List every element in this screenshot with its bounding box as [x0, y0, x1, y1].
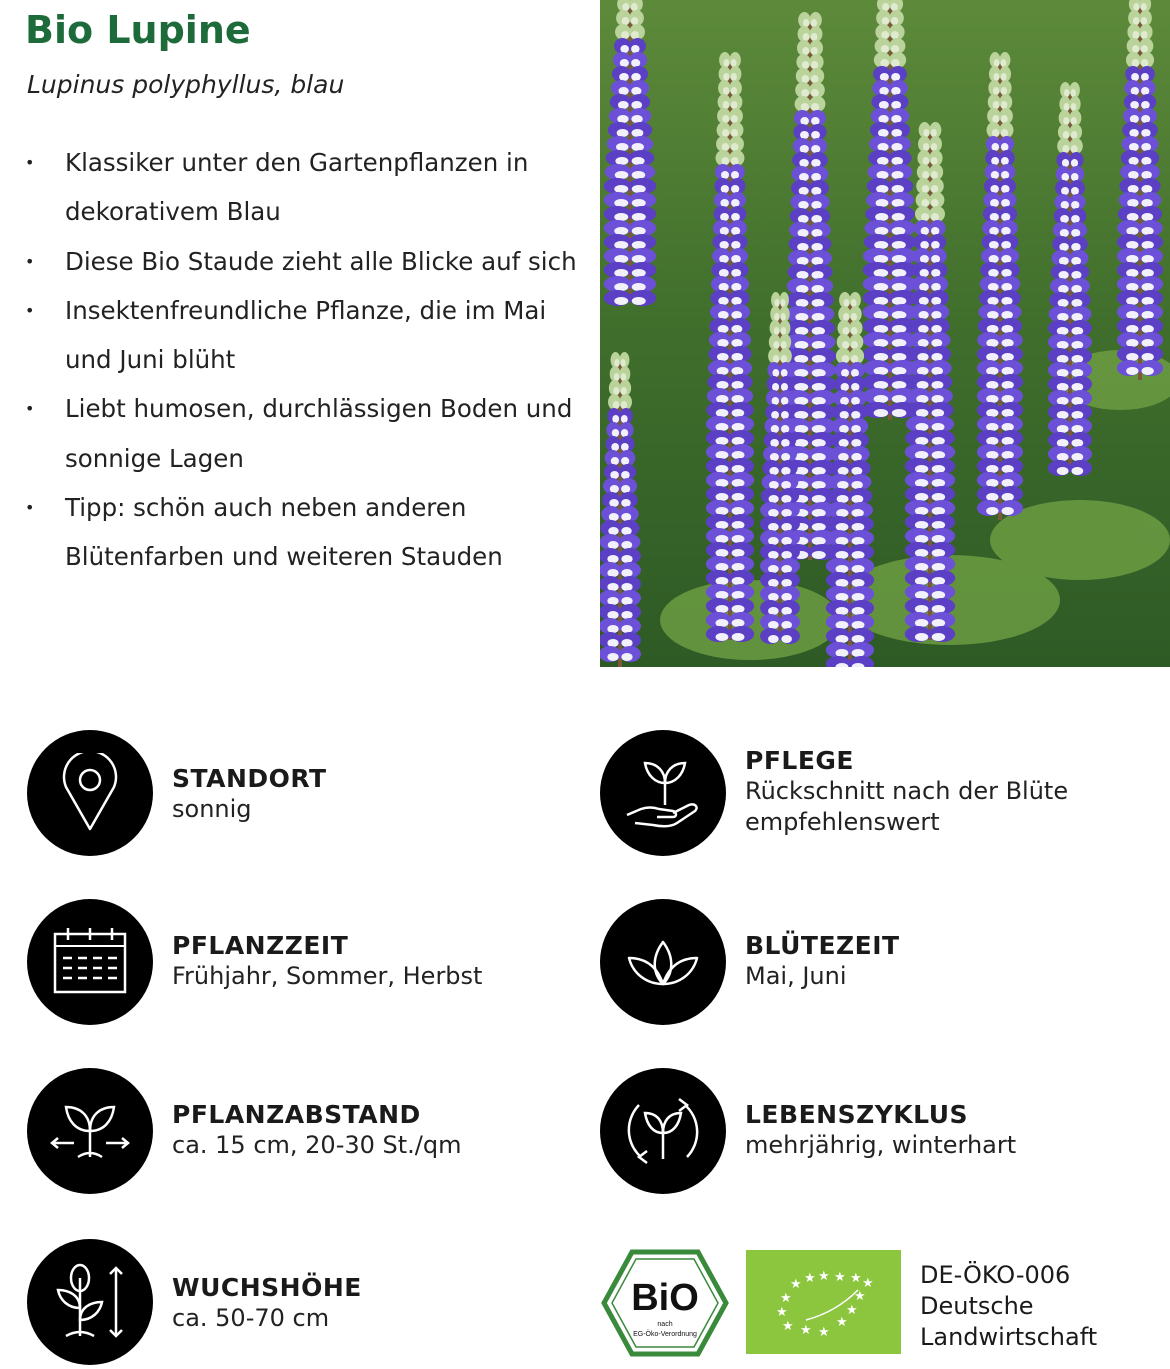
eu-leaf-stars-icon	[746, 1250, 901, 1354]
svg-text:★: ★	[780, 1291, 792, 1306]
pflanzzeit-value: Frühjahr, Sommer, Herbst	[172, 962, 483, 990]
feature-bluetezeit	[600, 899, 1140, 1029]
standort-circle	[27, 730, 153, 856]
location-pin-icon	[50, 753, 130, 833]
standort-label: STANDORT	[172, 764, 327, 793]
svg-text:BiO: BiO	[631, 1277, 699, 1319]
svg-text:★: ★	[818, 1269, 830, 1284]
bluetezeit-value: Mai, Juni	[745, 962, 847, 990]
pflege-circle	[600, 730, 726, 856]
svg-text:★: ★	[790, 1277, 802, 1292]
bullet-icon: •	[25, 498, 35, 518]
bio-siegel-logo	[600, 1248, 730, 1358]
certification-logos	[600, 1248, 1170, 1358]
pflanzabstand-value: ca. 15 cm, 20-30 St./qm	[172, 1131, 462, 1159]
svg-text:★: ★	[862, 1276, 874, 1291]
svg-text:★: ★	[836, 1315, 848, 1330]
list-item: • Diese Bio Staude zieht alle Blicke auf sich	[25, 237, 585, 286]
svg-text:★: ★	[854, 1289, 866, 1304]
eu-organic-logo	[746, 1250, 901, 1354]
product-title: Bio Lupine	[25, 8, 251, 52]
svg-text:★: ★	[804, 1271, 816, 1286]
bullet-icon: •	[25, 153, 35, 172]
feature-pflanzabstand	[27, 1068, 567, 1198]
standort-value: sonnig	[172, 795, 252, 823]
cert-line2: Deutsche	[920, 1292, 1034, 1320]
svg-text:★: ★	[800, 1323, 812, 1338]
svg-text:★: ★	[776, 1305, 788, 1320]
svg-text:★: ★	[818, 1325, 830, 1340]
lupine-flowers-image	[600, 0, 1170, 667]
pflanzzeit-label: PFLANZZEIT	[172, 931, 349, 960]
bullet-icon: •	[25, 251, 35, 271]
plant-height-icon	[50, 1262, 130, 1342]
wuchshoehe-circle	[27, 1239, 153, 1365]
pflege-label: PFLEGE	[745, 746, 855, 775]
pflanzabstand-label: PFLANZABSTAND	[172, 1100, 421, 1129]
seedling-hand-icon	[623, 753, 703, 833]
wuchshoehe-value: ca. 50-70 cm	[172, 1304, 330, 1332]
lebenszyklus-value: mehrjährig, winterhart	[745, 1131, 1017, 1159]
bluetezeit-label: BLÜTEZEIT	[745, 931, 900, 960]
pflege-value: Rückschnitt nach der Blüte empfehlenswert	[745, 777, 1069, 836]
flower-icon	[623, 922, 703, 1002]
feature-bullet-list	[25, 138, 585, 582]
lebenszyklus-label: LEBENSZYKLUS	[745, 1100, 969, 1129]
wuchshoehe-label: WUCHSHÖHE	[172, 1273, 362, 1302]
svg-text:nach: nach	[657, 1321, 673, 1328]
svg-text:EG-Öko-Verordnung: EG-Öko-Verordnung	[633, 1331, 697, 1338]
bullet-icon: •	[25, 399, 35, 419]
feature-pflege	[600, 730, 1140, 860]
feature-standort	[27, 730, 567, 860]
svg-text:★: ★	[782, 1319, 794, 1334]
svg-text:★: ★	[846, 1303, 858, 1318]
pflanzzeit-circle	[27, 899, 153, 1025]
feature-wuchshoehe	[27, 1239, 567, 1369]
svg-text:★: ★	[850, 1271, 862, 1286]
certification-text	[920, 1260, 1097, 1353]
plant-spacing-icon	[50, 1091, 130, 1171]
calendar-icon	[50, 922, 130, 1002]
list-item: • Tipp: schön auch neben anderen Blütenfarben und weiteren Stauden	[25, 483, 585, 582]
list-item: • Klassiker unter den Gartenpflanzen in dekorativem Blau	[25, 138, 585, 237]
feature-lebenszyklus	[600, 1068, 1140, 1198]
product-subtitle: Lupinus polyphyllus, blau	[27, 70, 345, 99]
pflanzabstand-circle	[27, 1068, 153, 1194]
bullet-icon: •	[25, 300, 35, 320]
cycle-plant-icon	[623, 1091, 703, 1171]
svg-text:★: ★	[834, 1270, 846, 1285]
cert-line3: Landwirtschaft	[920, 1323, 1098, 1351]
list-item: • Liebt humosen, durchlässigen Boden und sonnige Lagen	[25, 384, 585, 483]
bluetezeit-circle	[600, 899, 726, 1025]
product-photo	[600, 0, 1170, 667]
list-item: • Insektenfreundliche Pflanze, die im Mai und Juni blüht	[25, 286, 585, 385]
lebenszyklus-circle	[600, 1068, 726, 1194]
feature-pflanzzeit	[27, 899, 567, 1029]
cert-code: DE-ÖKO-006	[920, 1261, 1071, 1289]
